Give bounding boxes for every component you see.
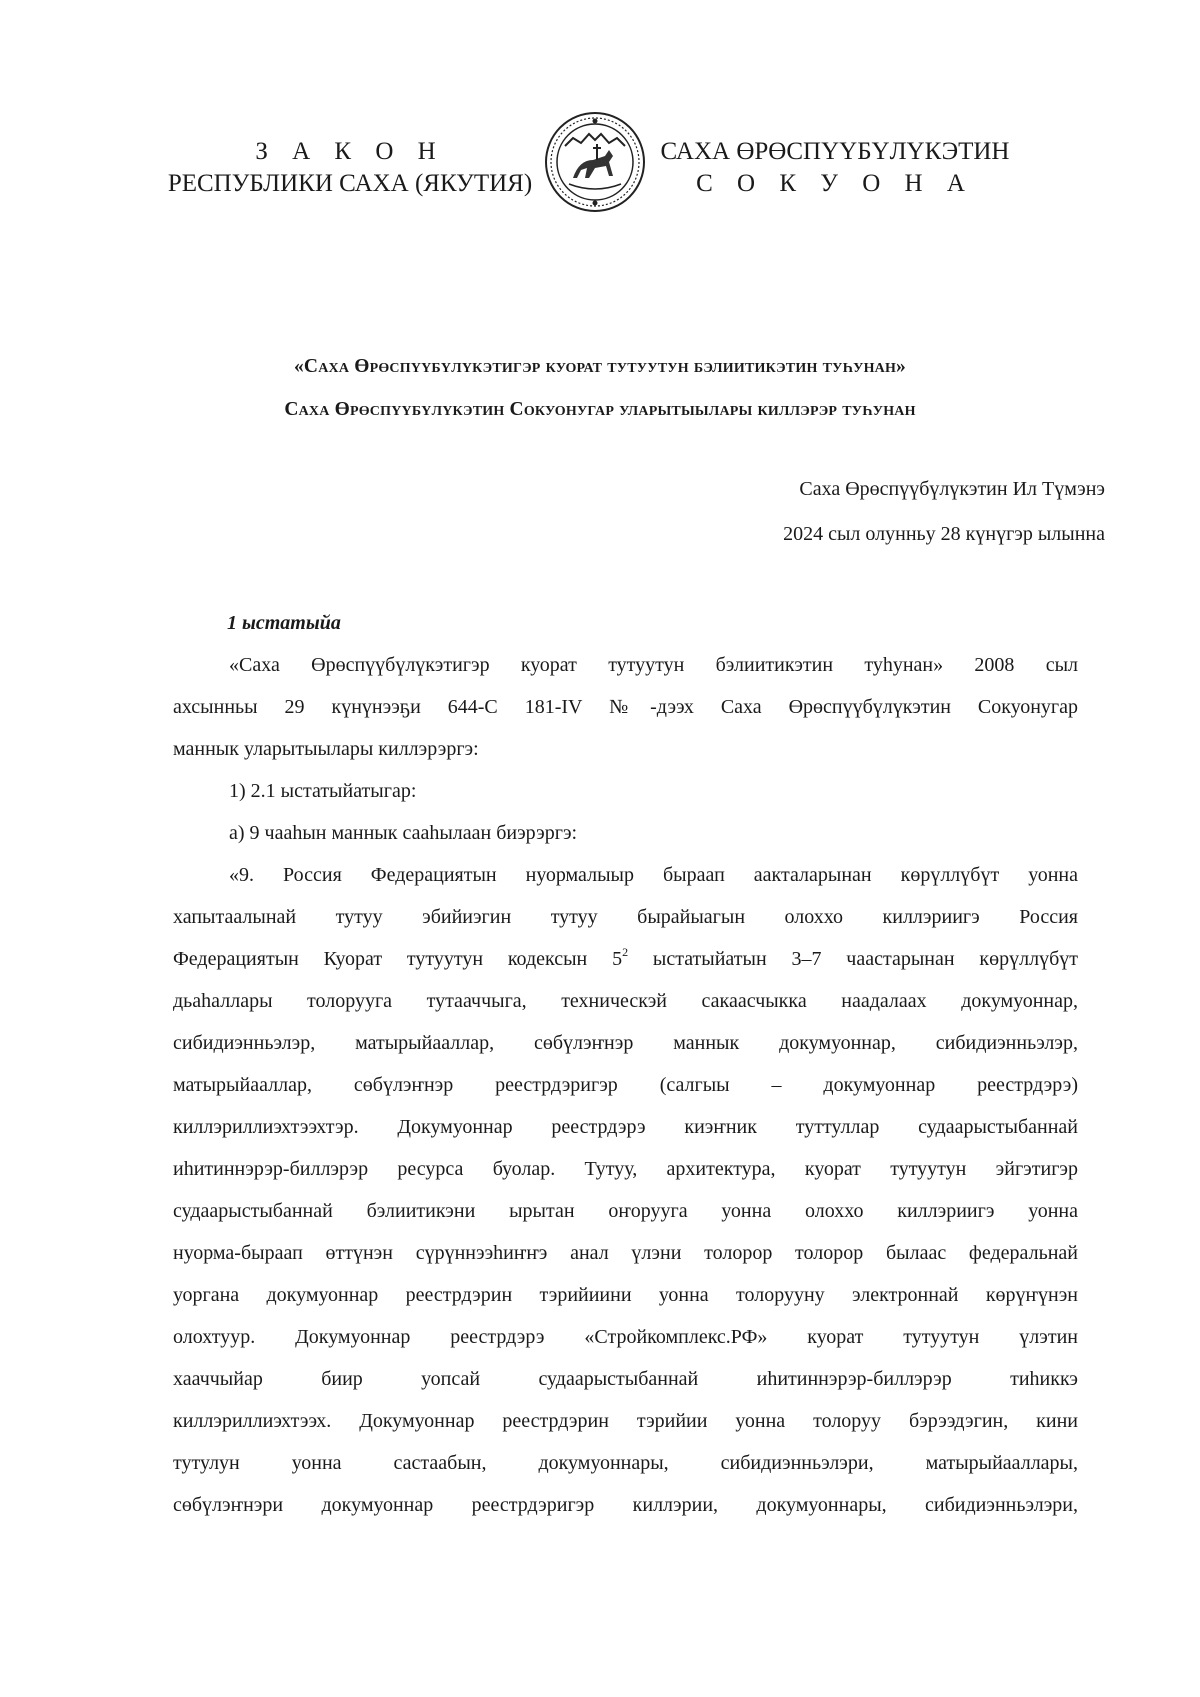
header-right: [656, 136, 1014, 200]
paragraph-line: маннык уларытыылары киллэрэргэ:: [173, 738, 479, 760]
paragraph-line-start: Федерациятын Куорат тутуутун кодексын 5: [173, 948, 623, 970]
paragraph-line: киллэриллиэхтээх. Докумуоннар реестрдэрин тэрийии уонна толоруу бэрээдэгин, кини: [173, 1410, 1078, 1432]
law-title-line-2: Саха Өрөспүүбүлүкэтин Сокуонугар уларытыылары киллэрэр туһунан: [284, 399, 916, 420]
paragraph-line: судаарыстыбаннай бэлиитикэни ырытан оҥорууга уонна олоххо киллэриигэ уонна: [173, 1200, 1078, 1222]
article-body: [173, 644, 1078, 1526]
adopting-body: Саха Өрөспүүбүлүкэтин Ил Түмэнэ: [799, 478, 1105, 500]
law-title-line-1: «Саха Өрөспүүбүлүкэтигэр куорат тутуутун бэлиитикэтин туһунан»: [293, 356, 907, 377]
paragraph-line: иһитиннэрэр-биллэрэр ресурса буолар. Тутуу, архитектура, куорат тутуутун эйгэтигэр: [173, 1158, 1078, 1180]
paragraph-line: тутулун уонна састаабын, докумуоннары, сибидиэнньэлэри, матырыйааллары,: [173, 1452, 1078, 1474]
paragraph-line: сөбүлэҥнэри докумуоннар реестрдэригэр киллэрии, докумуоннары, сибидиэнньэлэри,: [173, 1494, 1078, 1516]
paragraph-line: киллэриллиэхтээхтэр. Докумуоннар реестрдэрэ киэҥник туттуллар судаарыстыбаннай: [173, 1116, 1078, 1138]
header-right-title: САХА ӨРӨСПҮҮБҮЛҮКЭТИН: [660, 138, 1010, 165]
paragraph-line-with-superscript: [173, 938, 1078, 980]
paragraph-line: нуорма-быраап өттүнэн сүрүннээһиҥҥэ анал үлэни толорор толорор былаас федеральнай: [173, 1242, 1078, 1264]
paragraph-line: дьаһаллары толоруугa тутааччыга, техническэй сакаасчыкка наадалаах докумуоннар,: [173, 990, 1078, 1012]
header-left-title: З А К О Н: [255, 138, 445, 165]
paragraph-line-end: ыстатыйатын 3–7 чаастарынан көрүллүбүт: [628, 948, 1078, 970]
adoption-date: 2024 сыл олунньу 28 күнүгэр ылынна: [783, 523, 1105, 545]
paragraph-line: хапытаалынай тутуу эбийиэгин тутуу бырайыагын олоххо киллэриигэ Россия: [173, 906, 1078, 928]
paragraph-line: «Саха Өрөспүүбүлүкэтигэр куорат тутуутун бэлиитикэтин туһунан» 2008 сыл: [229, 654, 1078, 676]
paragraph-line: уоргана докумуоннар реестрдэрин тэрийиини уонна толорууну электроннай көрүҥүнэн: [173, 1284, 1078, 1306]
header-left: [160, 136, 540, 200]
paragraph-line: 1) 2.1 ыстатыйатыгар:: [229, 780, 417, 802]
header-right-subtitle: С О К У О Н А: [696, 170, 974, 197]
paragraph-line: олохтуур. Докумуоннар реестрдэрэ «Стройкомплекс.РФ» куорат тутуутун үлэтин: [173, 1326, 1078, 1348]
paragraph-line: а) 9 чааһын маннык сааһылаан биэрэргэ:: [229, 822, 578, 844]
superscript-number: 2: [622, 945, 629, 959]
coat-of-arms-emblem: [543, 110, 647, 214]
paragraph-line: сибидиэнньэлэр, матырыйааллар, сөбүлэҥнэр маннык докумуоннар, сибидиэнньэлэр,: [173, 1032, 1078, 1054]
header-left-subtitle: РЕСПУБЛИКИ САХА (ЯКУТИЯ): [167, 170, 533, 197]
paragraph-line: матырыйааллар, сөбүлэҥнэр реестрдэригэр (салгыы – докумуоннар реестрдэрэ): [173, 1074, 1078, 1096]
paragraph-line: «9. Россия Федерациятын нуормалыыр быраап аакталарынан көрүллүбүт уонна: [229, 864, 1078, 886]
article-heading: 1 ыстатыйа: [227, 612, 341, 634]
paragraph-line: хааччыйар биир уопсай судаарыстыбаннай иһитиннэрэр-биллэрэр тиһиккэ: [173, 1368, 1078, 1390]
paragraph-line: ахсынньы 29 күнүнээҕи 644-С 181-IV №-дээх Саха Өрөспүүбүлүкэтин Сокуонугар: [173, 696, 1078, 718]
